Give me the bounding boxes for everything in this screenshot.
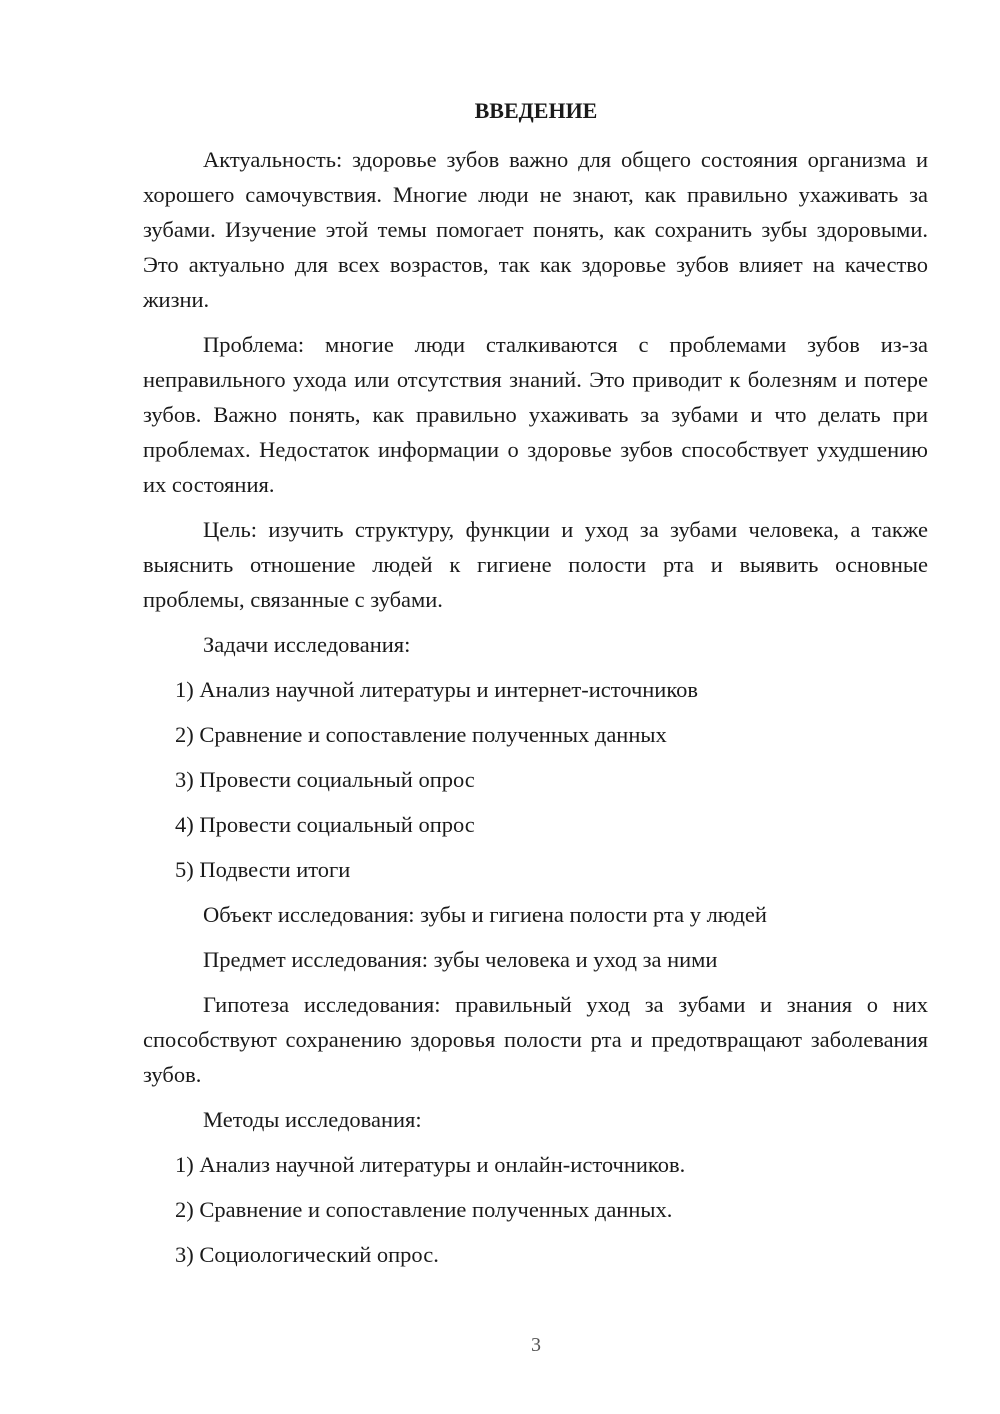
task-item: 3) Провести социальный опрос (175, 767, 475, 792)
problem-paragraph: Проблема: многие люди сталкиваются с проблемами зубов из-за неправильного ухода или отсутствия знаний. Это приводит к болезням и потере зубов. Важно понять, как правильно ухаживать за зубами и что делать при проблемах. Недостаток информации о здоровье зубов способствует ухудшению их состояния. (143, 332, 928, 497)
page-content (143, 142, 928, 1272)
method-item: 2) Сравнение и сопоставление полученных данных. (175, 1197, 673, 1222)
goal-paragraph: Цель: изучить структуру, функции и уход за зубами человека, а также выяснить отношение людей к гигиене полости рта и выявить основные проблемы, связанные с зубами. (143, 517, 928, 612)
method-item: 3) Социологический опрос. (175, 1242, 439, 1267)
methods-heading: Методы исследования: (203, 1107, 422, 1132)
task-item: 4) Провести социальный опрос (175, 812, 475, 837)
method-item: 1) Анализ научной литературы и онлайн-источников. (175, 1152, 686, 1177)
subject-line: Предмет исследования: зубы человека и уход за ними (203, 947, 718, 972)
object-line: Объект исследования: зубы и гигиена полости рта у людей (203, 902, 767, 927)
page-title: ВВЕДЕНИЕ (474, 98, 598, 123)
task-item: 1) Анализ научной литературы и интернет-источников (175, 677, 699, 702)
task-item: 2) Сравнение и сопоставление полученных данных (175, 722, 667, 747)
page-number: 3 (531, 1334, 541, 1356)
hypothesis-paragraph: Гипотеза исследования: правильный уход за зубами и знания о них способствуют сохранению здоровья полости рта и предотвращают заболевания зубов. (143, 992, 928, 1087)
relevance-paragraph: Актуальность: здоровье зубов важно для общего состояния организма и хорошего самочувствия. Многие люди не знают, как правильно ухаживать за зубами. Изучение этой темы помогает понять, как сохранить зубы здоровыми. Это актуально для всех возрастов, так как здоровье зубов влияет на качество жизни. (143, 147, 928, 312)
task-item: 5) Подвести итоги (175, 857, 351, 882)
tasks-heading: Задачи исследования: (203, 632, 411, 657)
